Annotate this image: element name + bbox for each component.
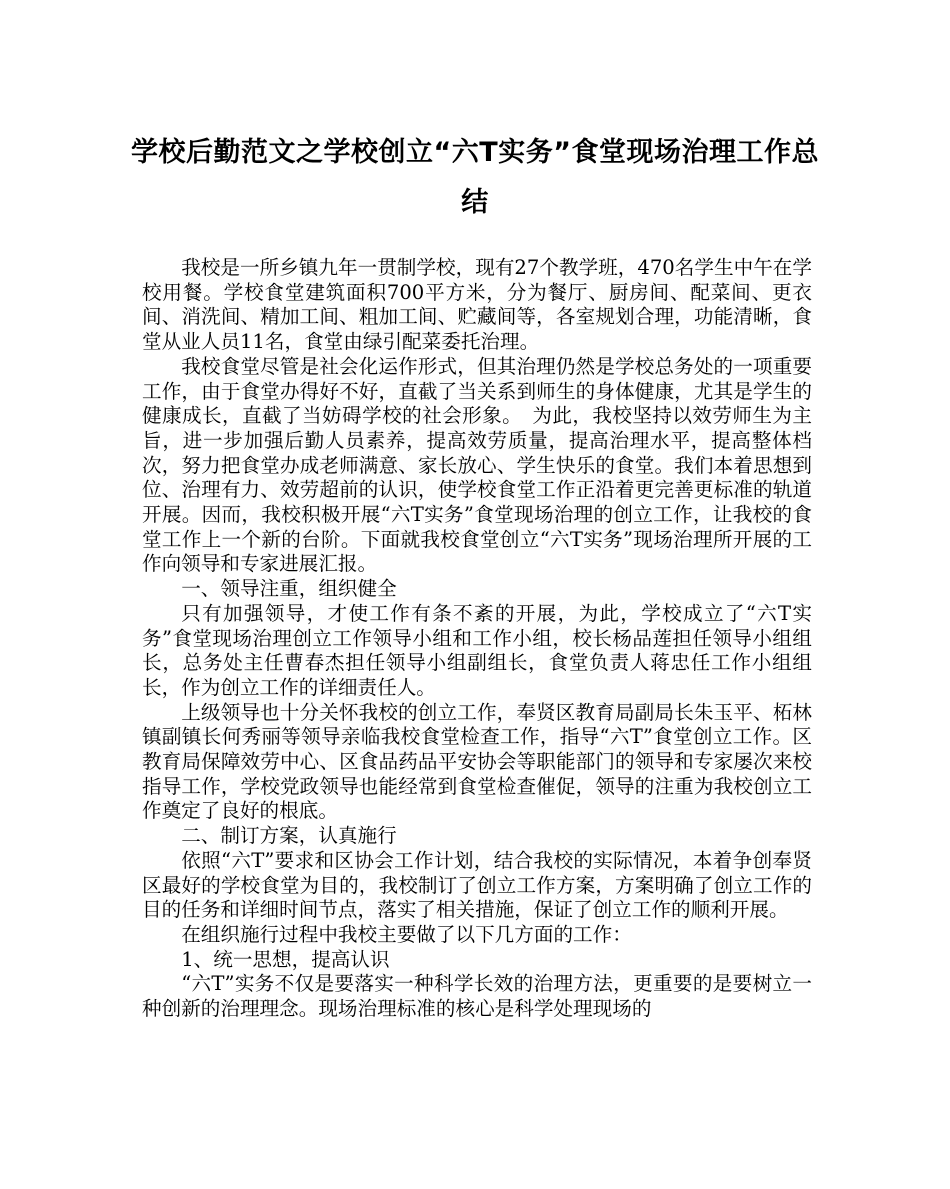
paragraph-six-t-concept: “六T”实务不仅是要落实一种科学长效的治理方法，更重要的是要树立一种创新的治理理念。现场治理标准的核心是科学处理现场的: [142, 972, 812, 1021]
section-heading-leadership: 一、领导注重，组织健全: [181, 577, 397, 601]
paragraph-school-overview: 我校是一所乡镇九年一贯制学校，现有27个教学班，470名学生中午在学校用餐。学校食堂建筑面积700平方米，分为餐厅、厨房间、配菜间、更衣间、消洗间、精加工间、粗加工间、贮藏间等，各室规划合理，功能清晰，食堂从业人员11名，食堂由绿引配菜委托治理。: [142, 256, 812, 354]
paragraph-canteen-management: 我校食堂尽管是社会化运作形式，但其治理仍然是学校总务处的一项重要工作，由于食堂办得好不好，直截了当关系到师生的身体健康，尤其是学生的健康成长，直截了当妨碍学校的社会形象。 为此，我校坚持以效劳师生为主旨，进一步加强后勤人员素养，提高效劳质量，提高治理水平，提高整体档次，努力把食堂办成老师满意、家长放心、学生快乐的食堂。我们本着思想到位、治理有力、效劳超前的认识，使学校食堂工作正沿着更完善更标准的轨道开展。因而，我校积极开展“六T实务”食堂现场治理的创立工作，让我校的食堂工作上一个新的台阶。下面就我校食堂创立“六T实务”现场治理所开展的工作向领导和专家进展汇报。: [142, 354, 812, 576]
document-title: 学校后勤范文之学校创立“六T实务”食堂现场治理工作总结: [131, 137, 819, 218]
paragraph-plan-details: 依照“六T”要求和区协会工作计划，结合我校的实际情况，本着争创奉贤区最好的学校食堂为目的，我校制订了创立工作方案，方案明确了创立工作的目的任务和详细时间节点，落实了相关措施，保证了创立工作的顺利开展。: [142, 848, 812, 922]
paragraph-superior-guidance: 上级领导也十分关怀我校的创立工作，奉贤区教育局副局长朱玉平、柘林镇副镇长何秀丽等领导亲临我校食堂检查工作，指导“六T”食堂创立工作。区教育局保障效劳中心、区食品药品平安协会等职能部门的领导和专家屡次来校指导工作，学校党政领导也能经常到食堂检查催促，领导的注重为我校创立工作奠定了良好的根底。: [142, 700, 812, 823]
document-body: [142, 256, 812, 1022]
subheading-unify-thinking: 1、统一思想，提高认识: [181, 947, 390, 971]
section-heading-plan: 二、制订方案，认真施行: [181, 824, 397, 848]
paragraph-leadership-group: 只有加强领导，才使工作有条不紊的开展，为此，学校成立了“六T实务”食堂现场治理创立工作领导小组和工作小组，校长杨品莲担任领导小组组长，总务处主任曹春杰担任领导小组副组长，食堂负责人蒋忠任工作小组组长，作为创立工作的详细责任人。: [142, 601, 812, 699]
paragraph-implementation-intro: 在组织施行过程中我校主要做了以下几方面的工作：: [181, 922, 632, 946]
